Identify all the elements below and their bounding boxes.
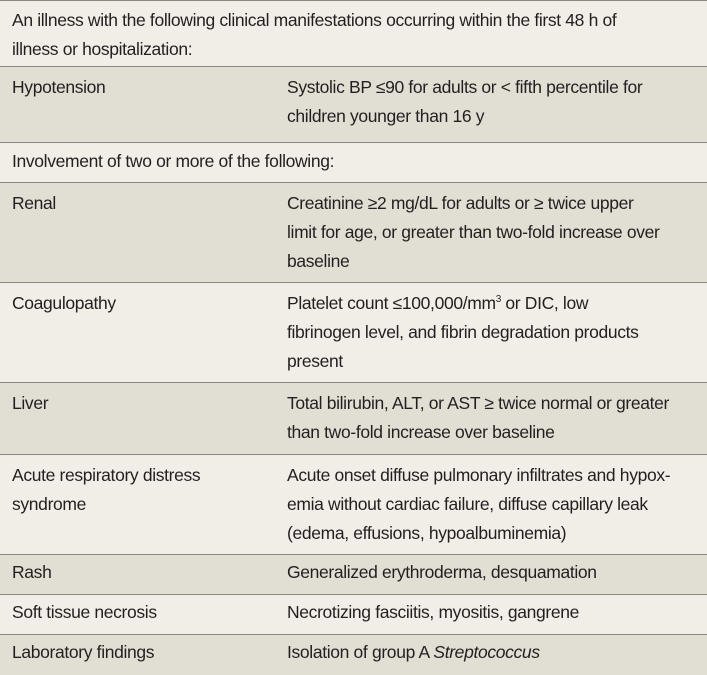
row-label: Soft tissue necrosis	[12, 602, 157, 622]
table-row	[0, 595, 707, 635]
table-row	[0, 383, 707, 455]
table-row	[0, 183, 707, 283]
row-criteria: Generalized erythroderma, desquamation	[287, 562, 597, 582]
row-label: Liver	[12, 393, 49, 413]
row-criteria: Necrotizing fasciitis, myositis, gangrene	[287, 602, 580, 622]
row-label: Renal	[12, 193, 56, 213]
row-label: Laboratory findings	[12, 642, 155, 662]
table-row	[0, 455, 707, 555]
table-row	[0, 635, 707, 675]
row-criteria: Platelet count $\le 100,000/mm^3$ or DIC, low fibrinogen level, and fibrin degradation products present	[287, 293, 639, 371]
intro-line: illness or hospitalization:	[12, 39, 193, 59]
intro-line: An illness with the following clinical manifestations occurring within the first 48 h of	[12, 10, 617, 30]
row-criteria: Creatinine ≥2 mg/dL for adults or ≥ twice upper limit for age, or greater than two-fold increase over baseline	[287, 193, 660, 271]
intro-row	[0, 1, 707, 67]
section-header-row	[0, 143, 707, 183]
row-criteria: Systolic BP ≤90 for adults or < fifth percentile for children younger than 16 y	[287, 77, 643, 126]
row-label: Coagulopathy	[12, 293, 116, 313]
intro-text	[12, 6, 616, 64]
row-criteria: Isolation of group A Streptococcus	[287, 642, 540, 662]
row-label: Hypotension	[12, 77, 106, 97]
table-row	[0, 67, 707, 143]
row-label: Rash	[12, 562, 52, 582]
row-criteria: Total bilirubin, ALT, or AST ≥ twice normal or greater than two-fold increase over baseline	[287, 393, 670, 442]
table-row	[0, 555, 707, 595]
row-label: Acute respiratory distress syndrome	[12, 465, 201, 514]
table-row	[0, 283, 707, 383]
section-header: Involvement of two or more of the following:	[12, 151, 335, 171]
row-criteria: Acute onset diffuse pulmonary infiltrates and hypox- emia without cardiac failure, diffuse capillary leak (edema, effusions, hypoalbuminemia)	[287, 465, 671, 543]
